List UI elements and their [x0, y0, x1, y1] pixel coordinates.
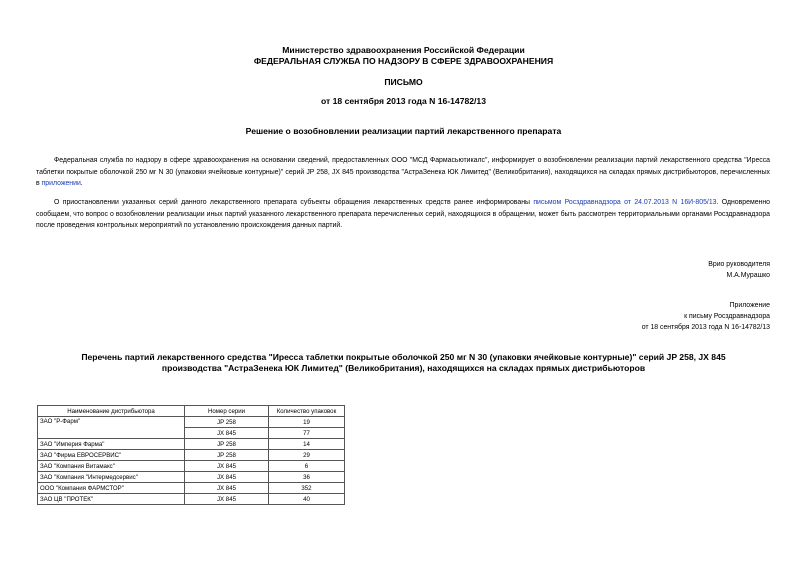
- table-header-row: [38, 406, 345, 417]
- series-cell: JX 845: [185, 494, 269, 505]
- distributor-cell: ЗАО "Империя Фарма": [38, 439, 185, 450]
- paragraph-2-end: . Одновременно сообщаем, что вопрос о возобновлении реализации иных партий указанного лекарственного препарата перечисленных серий, находящихся в обращении, может быть рассмотрен территориальными органами Росздравнадзора после проведения контрольных мероприятий по установлению происхождения данных партий.: [36, 199, 770, 229]
- ministry-name: Министерство здравоохранения Российской Федерации: [282, 45, 525, 55]
- series-cell: JX 845: [185, 483, 269, 494]
- agency-name: ФЕДЕРАЛЬНАЯ СЛУЖБА ПО НАДЗОРУ В СФЕРЕ ЗДРАВООХРАНЕНИЯ: [253, 56, 554, 66]
- distributors-table: [37, 405, 345, 505]
- distributor-cell: ЗАО "Компания Витамакс": [38, 461, 185, 472]
- distributor-cell: ЗАО ЦВ "ПРОТЕК": [38, 494, 185, 505]
- paragraph-1-end: .: [80, 180, 83, 187]
- signature-position: Врио руководителя: [708, 261, 770, 268]
- column-header-distributor: Наименование дистрибьютора: [38, 406, 185, 417]
- appendix-date: от 18 сентября 2013 года N 16-14782/13: [641, 324, 770, 331]
- table-row: [38, 472, 345, 483]
- quantity-cell: 352: [269, 483, 345, 494]
- quantity-cell: 40: [269, 494, 345, 505]
- quantity-cell: 6: [269, 461, 345, 472]
- column-header-quantity: Количество упаковок: [269, 406, 345, 417]
- appendix-link[interactable]: приложении: [41, 180, 81, 187]
- quantity-cell: 19: [269, 417, 345, 428]
- appendix-label: Приложение: [729, 302, 770, 309]
- series-cell: JX 845: [185, 428, 269, 439]
- signature-name: М.А.Мурашко: [726, 272, 770, 279]
- series-cell: JP 258: [185, 439, 269, 450]
- table-row: [38, 483, 345, 494]
- paragraph-1: [36, 155, 770, 190]
- document-date-number: от 18 сентября 2013 года N 16-14782/13: [321, 96, 486, 106]
- distributor-cell: ЗАО "Фирма ЕВРОСЕРВИС": [38, 450, 185, 461]
- distributor-cell: ЗАО "Р-Фарм": [38, 417, 185, 439]
- series-cell: JP 258: [185, 450, 269, 461]
- series-cell: JX 845: [185, 461, 269, 472]
- document-subject: Решение о возобновлении реализации партий лекарственного препарата: [245, 126, 562, 136]
- letter-link[interactable]: письмом Росздравнадзора от 24.07.2013 N 16И-805/13: [533, 199, 717, 206]
- document-type: ПИСЬМО: [384, 77, 423, 87]
- quantity-cell: 14: [269, 439, 345, 450]
- appendix-reference: к письму Росздравнадзора: [684, 313, 770, 320]
- quantity-cell: 77: [269, 428, 345, 439]
- distributor-cell: ЗАО "Компания "Интермедсервис": [38, 472, 185, 483]
- distributor-cell: ООО "Компания ФАРМСТОР": [38, 483, 185, 494]
- paragraph-2-text: О приостановлении указанных серий данного лекарственного препарата субъекты обращения лекарственных средств ранее информированы: [54, 199, 534, 206]
- series-cell: JP 258: [185, 417, 269, 428]
- appendix-title-line-1: Перечень партий лекарственного средства "Иресса таблетки покрытые оболочкой 250 мг N 30 (упаковки ячейковые контурные)" серий JP 258, JX 845: [81, 352, 726, 362]
- paragraph-2: [36, 197, 770, 232]
- paragraph-1-text: Федеральная служба по надзору в сфере здравоохранения на основании сведений, предоставленных ООО "МСД Фармасьютикалс", информирует о возобновлении реализации партий лекарственного средства "Иресса таблетки покрытые оболочкой 250 мг N 30 (упаковки ячейковые контурные)" серий JP 258, JX 845 производства "АстраЗенека ЮК Лимитед" (Великобритания), находящихся на складах прямых дистрибьюторов, перечисленных в: [36, 157, 770, 187]
- series-cell: JX 845: [185, 472, 269, 483]
- table-row: [38, 417, 345, 428]
- table-row: [38, 494, 345, 505]
- quantity-cell: 36: [269, 472, 345, 483]
- appendix-title-line-2: производства "АстраЗенека ЮК Лимитед" (Великобритания), находящихся на складах прямых дистрибьюторов: [161, 363, 646, 373]
- column-header-series: Номер серии: [185, 406, 269, 417]
- table-row: [38, 461, 345, 472]
- quantity-cell: 29: [269, 450, 345, 461]
- table-row: [38, 450, 345, 461]
- table-row: [38, 439, 345, 450]
